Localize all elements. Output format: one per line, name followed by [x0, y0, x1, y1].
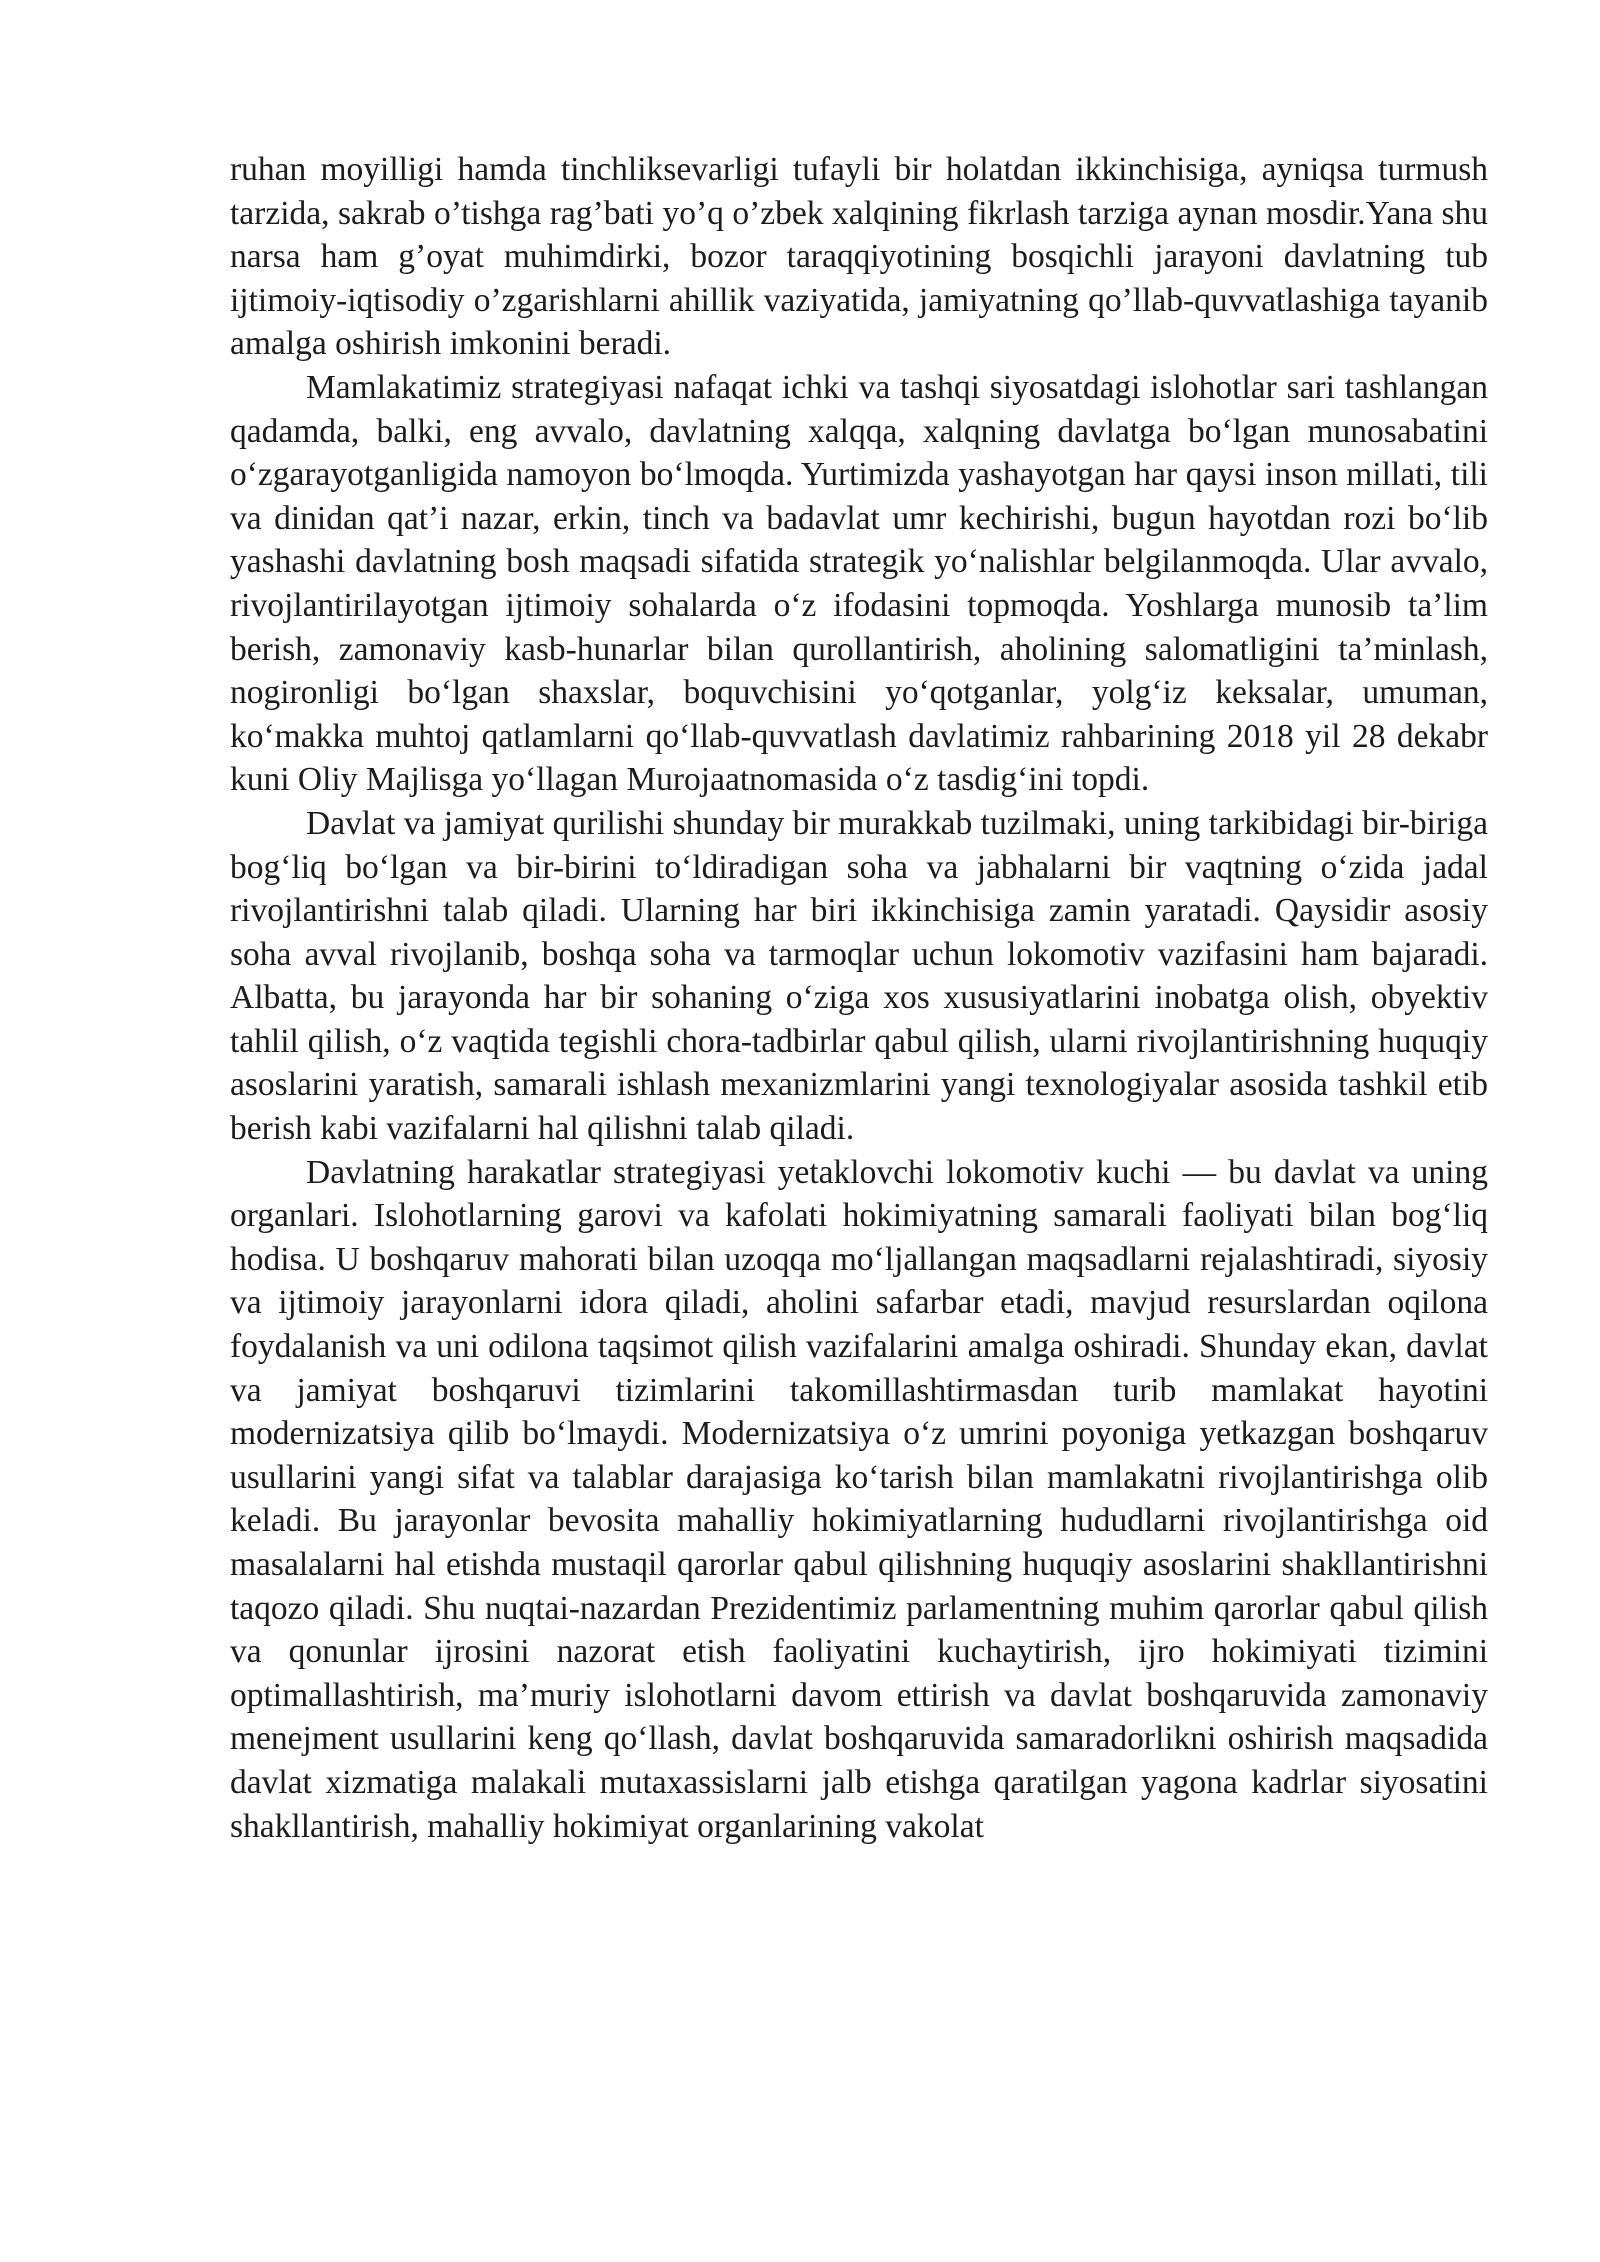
paragraph-strategy: Mamlakatimiz strategiyasi nafaqat ichki va tashqi siyosatdagi islohotlar sari tashlangan qadamda, balki, eng avvalo, davlatning xalqqa, xalqning davlatga bo‘lgan munosabatini o‘zgarayotganligida namoyon bo‘lmoqda. Yurtimizda yashayotgan har qaysi inson millati, tili va dinidan qat’i nazar, erkin, tinch va badavlat umr kechirishi, bugun hayotdan rozi bo‘lib yashashi davlatning bosh maqsadi sifatida strategik yo‘nalishlar belgilanmoqda. Ular avvalo, rivojlantirilayotgan ijtimoiy sohalarda o‘z ifodasini topmoqda. Yoshlarga munosib ta’lim berish, zamonaviy kasb-hunarlar bilan qurollantirish, aholining salomatligini ta’minlash, nogironligi bo‘lgan shaxslar, boquvchisini yo‘qotganlar, yolg‘iz keksalar, umuman, ko‘makka muhtoj qatlamlarni qo‘llab-quvvatlash davlatimiz rahbarining 2018 yil 28 dekabr kuni Oliy Majlisga yo‘llagan Murojaatnomasida o‘z tasdig‘ini topdi.	[230, 368, 1488, 799]
paragraph-action-strategy: Davlatning harakatlar strategiyasi yetaklovchi lokomotiv kuchi — bu davlat va uning organlari. Islohotlarning garovi va kafolati hokimiyatning samarali faoliyati bilan bog‘liq hodisa. U boshqaruv mahorati bilan uzoqqa mo‘ljallangan maqsadlarni rejalashtiradi, siyosiy va ijtimoiy jarayonlarni idora qiladi, aholini safarbar etadi, mavjud resurslardan oqilona foydalanish va uni odilona taqsimot qilish vazifalarini amalga oshiradi. Shunday ekan, davlat va jamiyat boshqaruvi tizimlarini takomillashtirmasdan turib mamlakat hayotini modernizatsiya qilib bo‘lmaydi. Modernizatsiya o‘z umrini poyoniga yetkazgan boshqaruv usullarini yangi sifat va talablar darajasiga ko‘tarish bilan mamlakatni rivojlantirishga olib keladi. Bu jarayonlar bevosita mahalliy hokimiyatlarning hududlarni rivojlantirishga oid masalalarni hal etishda mustaqil qarorlar qabul qilishning huquqiy asoslarini shakllantirishni taqozo qiladi. Shu nuqtai-nazardan Prezidentimiz parlamentning muhim qarorlar qabul qilish va qonunlar ijrosini nazorat etish faoliyatini kuchaytirish, ijro hokimiyati tizimini optimallashtirish, ma’muriy islohotlarni davom ettirish va davlat boshqaruvida zamonaviy menejment usullarini keng qo‘llash, davlat boshqaruvida samaradorlikni oshirish maqsadida davlat xizmatiga malakali mutaxassislarni jalb etishga qaratilgan yagona kadrlar siyosatini shakllantirish, mahalliy hokimiyat organlarining vakolat	[230, 1153, 1488, 1845]
document-page	[230, 148, 1488, 1848]
paragraph-state-society: Davlat va jamiyat qurilishi shunday bir murakkab tuzilmaki, uning tarkibidagi bir-biriga bog‘liq bo‘lgan va bir-birini to‘ldiradigan soha va jabhalarni bir vaqtning o‘zida jadal rivojlantirishni talab qiladi. Ularning har biri ikkinchisiga zamin yaratadi. Qaysidir asosiy soha avval rivojlanib, boshqa soha va tarmoqlar uchun lokomotiv vazifasini ham bajaradi. Albatta, bu jarayonda har bir sohaning o‘ziga xos xususiyatlarini inobatga olish, obyektiv tahlil qilish, o‘z vaqtida tegishli chora-tadbirlar qabul qilish, ularni rivojlantirishning huquqiy asoslarini yaratish, samarali ishlash mexanizmlarini yangi texnologiyalar asosida tashkil etib berish kabi vazifalarni hal qilishni talab qiladi.	[230, 804, 1488, 1148]
paragraph-continuation: ruhan moyilligi hamda tinchliksevarligi tufayli bir holatdan ikkinchisiga, ayniqsa turmush tarzida, sakrab o’tishga rag’bati yo’q o’zbek xalqining fikrlash tarziga aynan mosdir.Yana shu narsa ham g’oyat muhimdirki, bozor taraqqiyotining bosqichli jarayoni davlatning tub ijtimoiy-iqtisodiy o’zgarishlarni ahillik vaziyatida, jamiyatning qo’llab-quvvatlashiga tayanib amalga oshirish imkonini beradi.	[230, 151, 1488, 363]
